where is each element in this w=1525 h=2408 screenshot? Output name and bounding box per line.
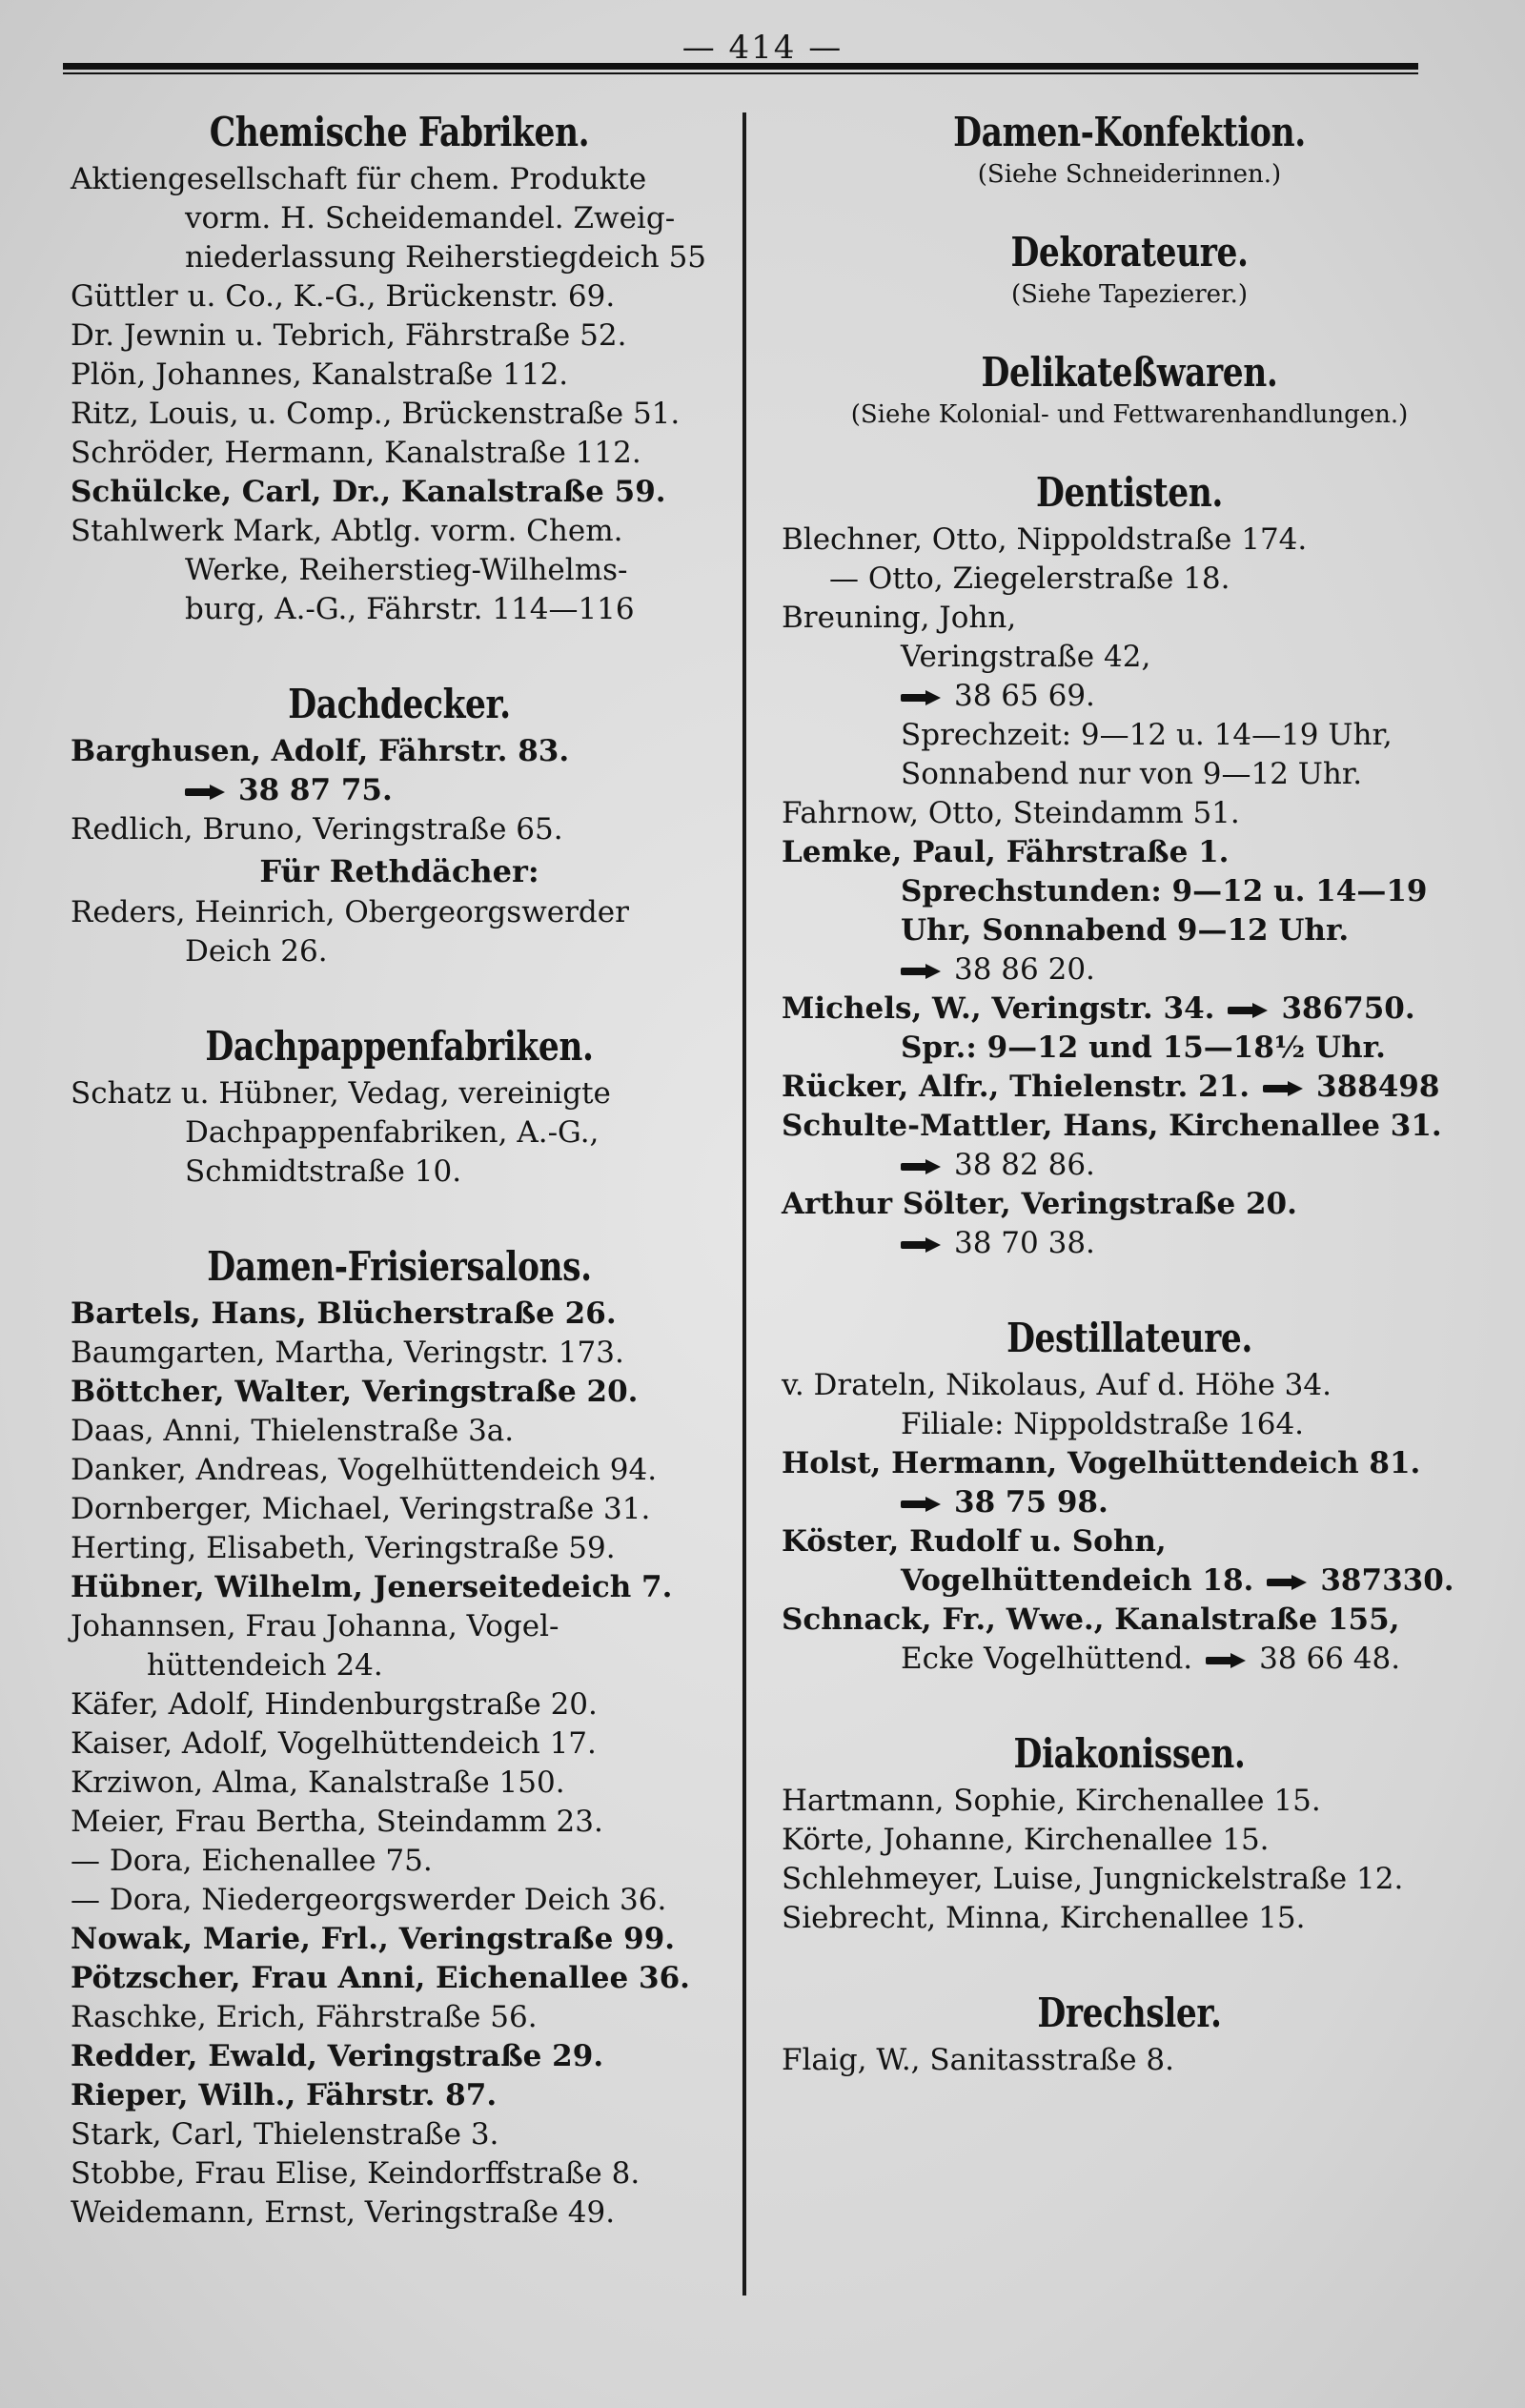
entry-line: vorm. H. Scheidemandel. Zweig-	[185, 201, 676, 235]
entry-line	[782, 677, 1477, 716]
section-heading: Dekorateure.	[1010, 229, 1249, 275]
entry-line: Rieper, Wilh., Fährstr. 87.	[71, 2078, 498, 2112]
section-dentisten	[782, 465, 1477, 1263]
telephone-icon	[1228, 1003, 1270, 1018]
entry-line: Stobbe, Frau Elise, Keindorffstraße 8.	[71, 2156, 640, 2191]
section-damen-frisiersalons	[71, 1239, 728, 2233]
entry-line: Siebrecht, Minna, Kirchenallee 15.	[782, 1901, 1306, 1935]
entry-line: Ritz, Louis, u. Comp., Brückenstraße 51.	[71, 397, 681, 431]
entry-line: Ecke Vogelhüttend. 38 66 48.	[901, 1642, 1401, 1676]
telephone-icon	[901, 964, 943, 979]
entry-line: Breuning, John,	[782, 601, 1017, 635]
entry-line: Herting, Elisabeth, Veringstraße 59.	[71, 1531, 616, 1565]
phone-number: 38 75 98.	[954, 1485, 1108, 1520]
entry-line: Schmidtstraße 10.	[185, 1154, 462, 1189]
entry-line: Schnack, Fr., Wwe., Kanalstraße 155,	[782, 1602, 1400, 1637]
entry-line: Köster, Rudolf u. Sohn,	[782, 1524, 1167, 1559]
entry-line: Schülcke, Carl, Dr., Kanalstraße 59.	[71, 475, 666, 509]
entry-line: Nowak, Marie, Frl., Veringstraße 99.	[71, 1922, 676, 1956]
entry-line: Redder, Ewald, Veringstraße 29.	[71, 2039, 604, 2073]
column-divider	[742, 112, 746, 2296]
entry-line: Schlehmeyer, Luise, Jungnickelstraße 12.	[782, 1862, 1404, 1896]
entry-line: Aktiengesellschaft für chem. Produkte	[71, 162, 647, 196]
entry-line: Holst, Hermann, Vogelhüttendeich 81.	[782, 1446, 1421, 1480]
section-delikatesswaren	[782, 345, 1477, 433]
entry-line: Schröder, Hermann, Kanalstraße 112.	[71, 436, 641, 470]
left-column	[71, 105, 728, 2233]
entry-line: hüttendeich 24.	[147, 1648, 383, 1683]
entry-line: Filiale: Nippoldstraße 164.	[901, 1407, 1305, 1441]
entry-line: Meier, Frau Bertha, Steindamm 23.	[71, 1805, 603, 1839]
section-diakonissen	[782, 1726, 1477, 1938]
entry-line: Sprechstunden: 9—12 u. 14—19	[901, 874, 1428, 908]
entry-line	[782, 1224, 1477, 1263]
entry-line: — Dora, Eichenallee 75.	[71, 1844, 433, 1878]
entry-line: Hübner, Wilhelm, Jenerseitedeich 7.	[71, 1570, 673, 1604]
entry-line: v. Drateln, Nikolaus, Auf d. Höhe 34.	[782, 1368, 1332, 1402]
phone-number: 38 70 38.	[954, 1226, 1095, 1260]
section-heading: Dachpappenfabriken.	[205, 1023, 594, 1070]
section-dekorateure	[782, 225, 1477, 313]
telephone-icon	[1263, 1081, 1305, 1096]
subheading: Für Rethdächer:	[259, 853, 539, 889]
telephone-icon	[901, 1237, 943, 1253]
right-column	[782, 105, 1477, 2080]
entry-line: burg, A.-G., Fährstr. 114—116	[185, 592, 635, 626]
entry-line: Barghusen, Adolf, Fährstr. 83.	[71, 734, 570, 768]
entry-line: Schatz u. Hübner, Vedag, vereinigte	[71, 1076, 611, 1111]
entry-line: niederlassung Reiherstiegdeich 55	[185, 240, 707, 275]
entry-line: Dachpappenfabriken, A.-G.,	[185, 1115, 600, 1150]
entry-line: Hartmann, Sophie, Kirchenallee 15.	[782, 1784, 1321, 1818]
entry-line: — Otto, Ziegelerstraße 18.	[829, 561, 1230, 596]
entry-line: Pötzscher, Frau Anni, Eichenallee 36.	[71, 1961, 690, 1995]
telephone-icon	[1267, 1575, 1309, 1590]
entry-line: Arthur Sölter, Veringstraße 20.	[782, 1187, 1297, 1221]
cross-reference: (Siehe Kolonial- und Fettwarenhandlungen.)	[850, 400, 1409, 429]
section-heading: Diakonissen.	[1013, 1730, 1246, 1777]
telephone-icon	[901, 1497, 943, 1512]
phone-number: 38 66 48.	[1259, 1642, 1401, 1676]
entry-line: Weidemann, Ernst, Veringstraße 49.	[71, 2195, 616, 2230]
phone-number: 38 86 20.	[954, 952, 1095, 987]
entry-line: Uhr, Sonnabend 9—12 Uhr.	[901, 913, 1350, 948]
cross-reference: (Siehe Schneiderinnen.)	[977, 160, 1282, 189]
phone-number: 38 82 86.	[954, 1148, 1095, 1182]
section-dachpappenfabriken	[71, 1019, 728, 1192]
entry-line: Deich 26.	[185, 934, 328, 969]
entry-line: Danker, Andreas, Vogelhüttendeich 94.	[71, 1453, 658, 1487]
entry-line: Vogelhüttendeich 18. 387330.	[901, 1563, 1454, 1598]
telephone-icon	[901, 1159, 943, 1174]
section-damen-konfektion	[782, 105, 1477, 193]
entry-line: Stahlwerk Mark, Abtlg. vorm. Chem.	[71, 514, 623, 548]
section-heading: Chemische Fabriken.	[209, 109, 590, 155]
phone-number: 386750.	[1281, 991, 1415, 1026]
entry-line: Böttcher, Walter, Veringstraße 20.	[71, 1375, 639, 1409]
section-heading: Drechsler.	[1037, 1990, 1222, 2036]
section-destillateure	[782, 1311, 1477, 1679]
entry-line	[782, 1483, 1477, 1522]
section-drechsler	[782, 1986, 1477, 2080]
phone-number: 387330.	[1320, 1563, 1454, 1598]
entry-line: Käfer, Adolf, Hindenburgstraße 20.	[71, 1687, 598, 1722]
entry-line: Kaiser, Adolf, Vogelhüttendeich 17.	[71, 1726, 597, 1761]
section-heading: Damen-Konfektion.	[953, 109, 1306, 155]
entry-line: Lemke, Paul, Fährstraße 1.	[782, 835, 1230, 869]
entry-line: Veringstraße 42,	[901, 640, 1151, 674]
entry-line: Plön, Johannes, Kanalstraße 112.	[71, 357, 569, 392]
entry-line: Bartels, Hans, Blücherstraße 26.	[71, 1296, 617, 1331]
entry-line: Dr. Jewnin u. Tebrich, Fährstraße 52.	[71, 318, 627, 353]
phone-number: 38 65 69.	[954, 679, 1095, 713]
section-heading: Dachdecker.	[288, 681, 511, 727]
phone-number: 388498	[1316, 1070, 1440, 1104]
entry-line: — Dora, Niedergeorgswerder Deich 36.	[71, 1883, 667, 1917]
entry-line: Krziwon, Alma, Kanalstraße 150.	[71, 1765, 565, 1800]
entry-line: Johannsen, Frau Johanna, Vogel-	[71, 1609, 559, 1643]
entry-line: Flaig, W., Sanitasstraße 8.	[782, 2043, 1174, 2077]
entry-line: Werke, Reiherstieg-Wilhelms-	[185, 553, 628, 587]
section-heading: Dentisten.	[1036, 469, 1223, 516]
section-dachdecker	[71, 677, 728, 971]
telephone-icon	[1206, 1653, 1248, 1668]
page-number: — 414 —	[681, 29, 844, 67]
top-rule	[63, 63, 1418, 74]
entry-line	[71, 771, 728, 810]
phone-number: 38 87 75.	[238, 773, 393, 807]
section-chemische-fabriken	[71, 105, 728, 629]
entry-line: Baumgarten, Martha, Veringstr. 173.	[71, 1336, 624, 1370]
entry-line: Rücker, Alfr., Thielenstr. 21. 388498	[782, 1070, 1440, 1104]
entry-line: Reders, Heinrich, Obergeorgswerder	[71, 895, 629, 929]
entry-line: Stark, Carl, Thielenstraße 3.	[71, 2117, 499, 2152]
cross-reference: (Siehe Tapezierer.)	[1010, 280, 1249, 309]
entry-line: Güttler u. Co., K.-G., Brückenstr. 69.	[71, 279, 616, 314]
entry-line: Sprechzeit: 9—12 u. 14—19 Uhr,	[901, 718, 1393, 752]
entry-line: Schulte-Mattler, Hans, Kirchenallee 31.	[782, 1109, 1442, 1143]
entry-line: Redlich, Bruno, Veringstraße 65.	[71, 812, 563, 847]
entry-line: Daas, Anni, Thielenstraße 3a.	[71, 1414, 515, 1448]
entry-line: Körte, Johanne, Kirchenallee 15.	[782, 1823, 1270, 1857]
section-heading: Damen-Frisiersalons.	[207, 1243, 592, 1290]
entry-line: Dornberger, Michael, Veringstraße 31.	[71, 1492, 651, 1526]
entry-line: Blechner, Otto, Nippoldstraße 174.	[782, 522, 1308, 557]
entry-line	[782, 950, 1477, 990]
section-heading: Delikateßwaren.	[981, 349, 1278, 396]
entry-line: Spr.: 9—12 und 15—18½ Uhr.	[901, 1031, 1386, 1065]
entry-line: Sonnabend nur von 9—12 Uhr.	[901, 757, 1363, 791]
entry-line: Raschke, Erich, Fährstraße 56.	[71, 2000, 538, 2034]
entry-line: Fahrnow, Otto, Steindamm 51.	[782, 796, 1240, 830]
entry-line	[782, 1146, 1477, 1185]
telephone-icon	[901, 690, 943, 705]
telephone-icon	[185, 785, 227, 800]
entry-line: Michels, W., Veringstr. 34. 386750.	[782, 991, 1415, 1026]
section-heading: Destillateure.	[1006, 1315, 1252, 1361]
